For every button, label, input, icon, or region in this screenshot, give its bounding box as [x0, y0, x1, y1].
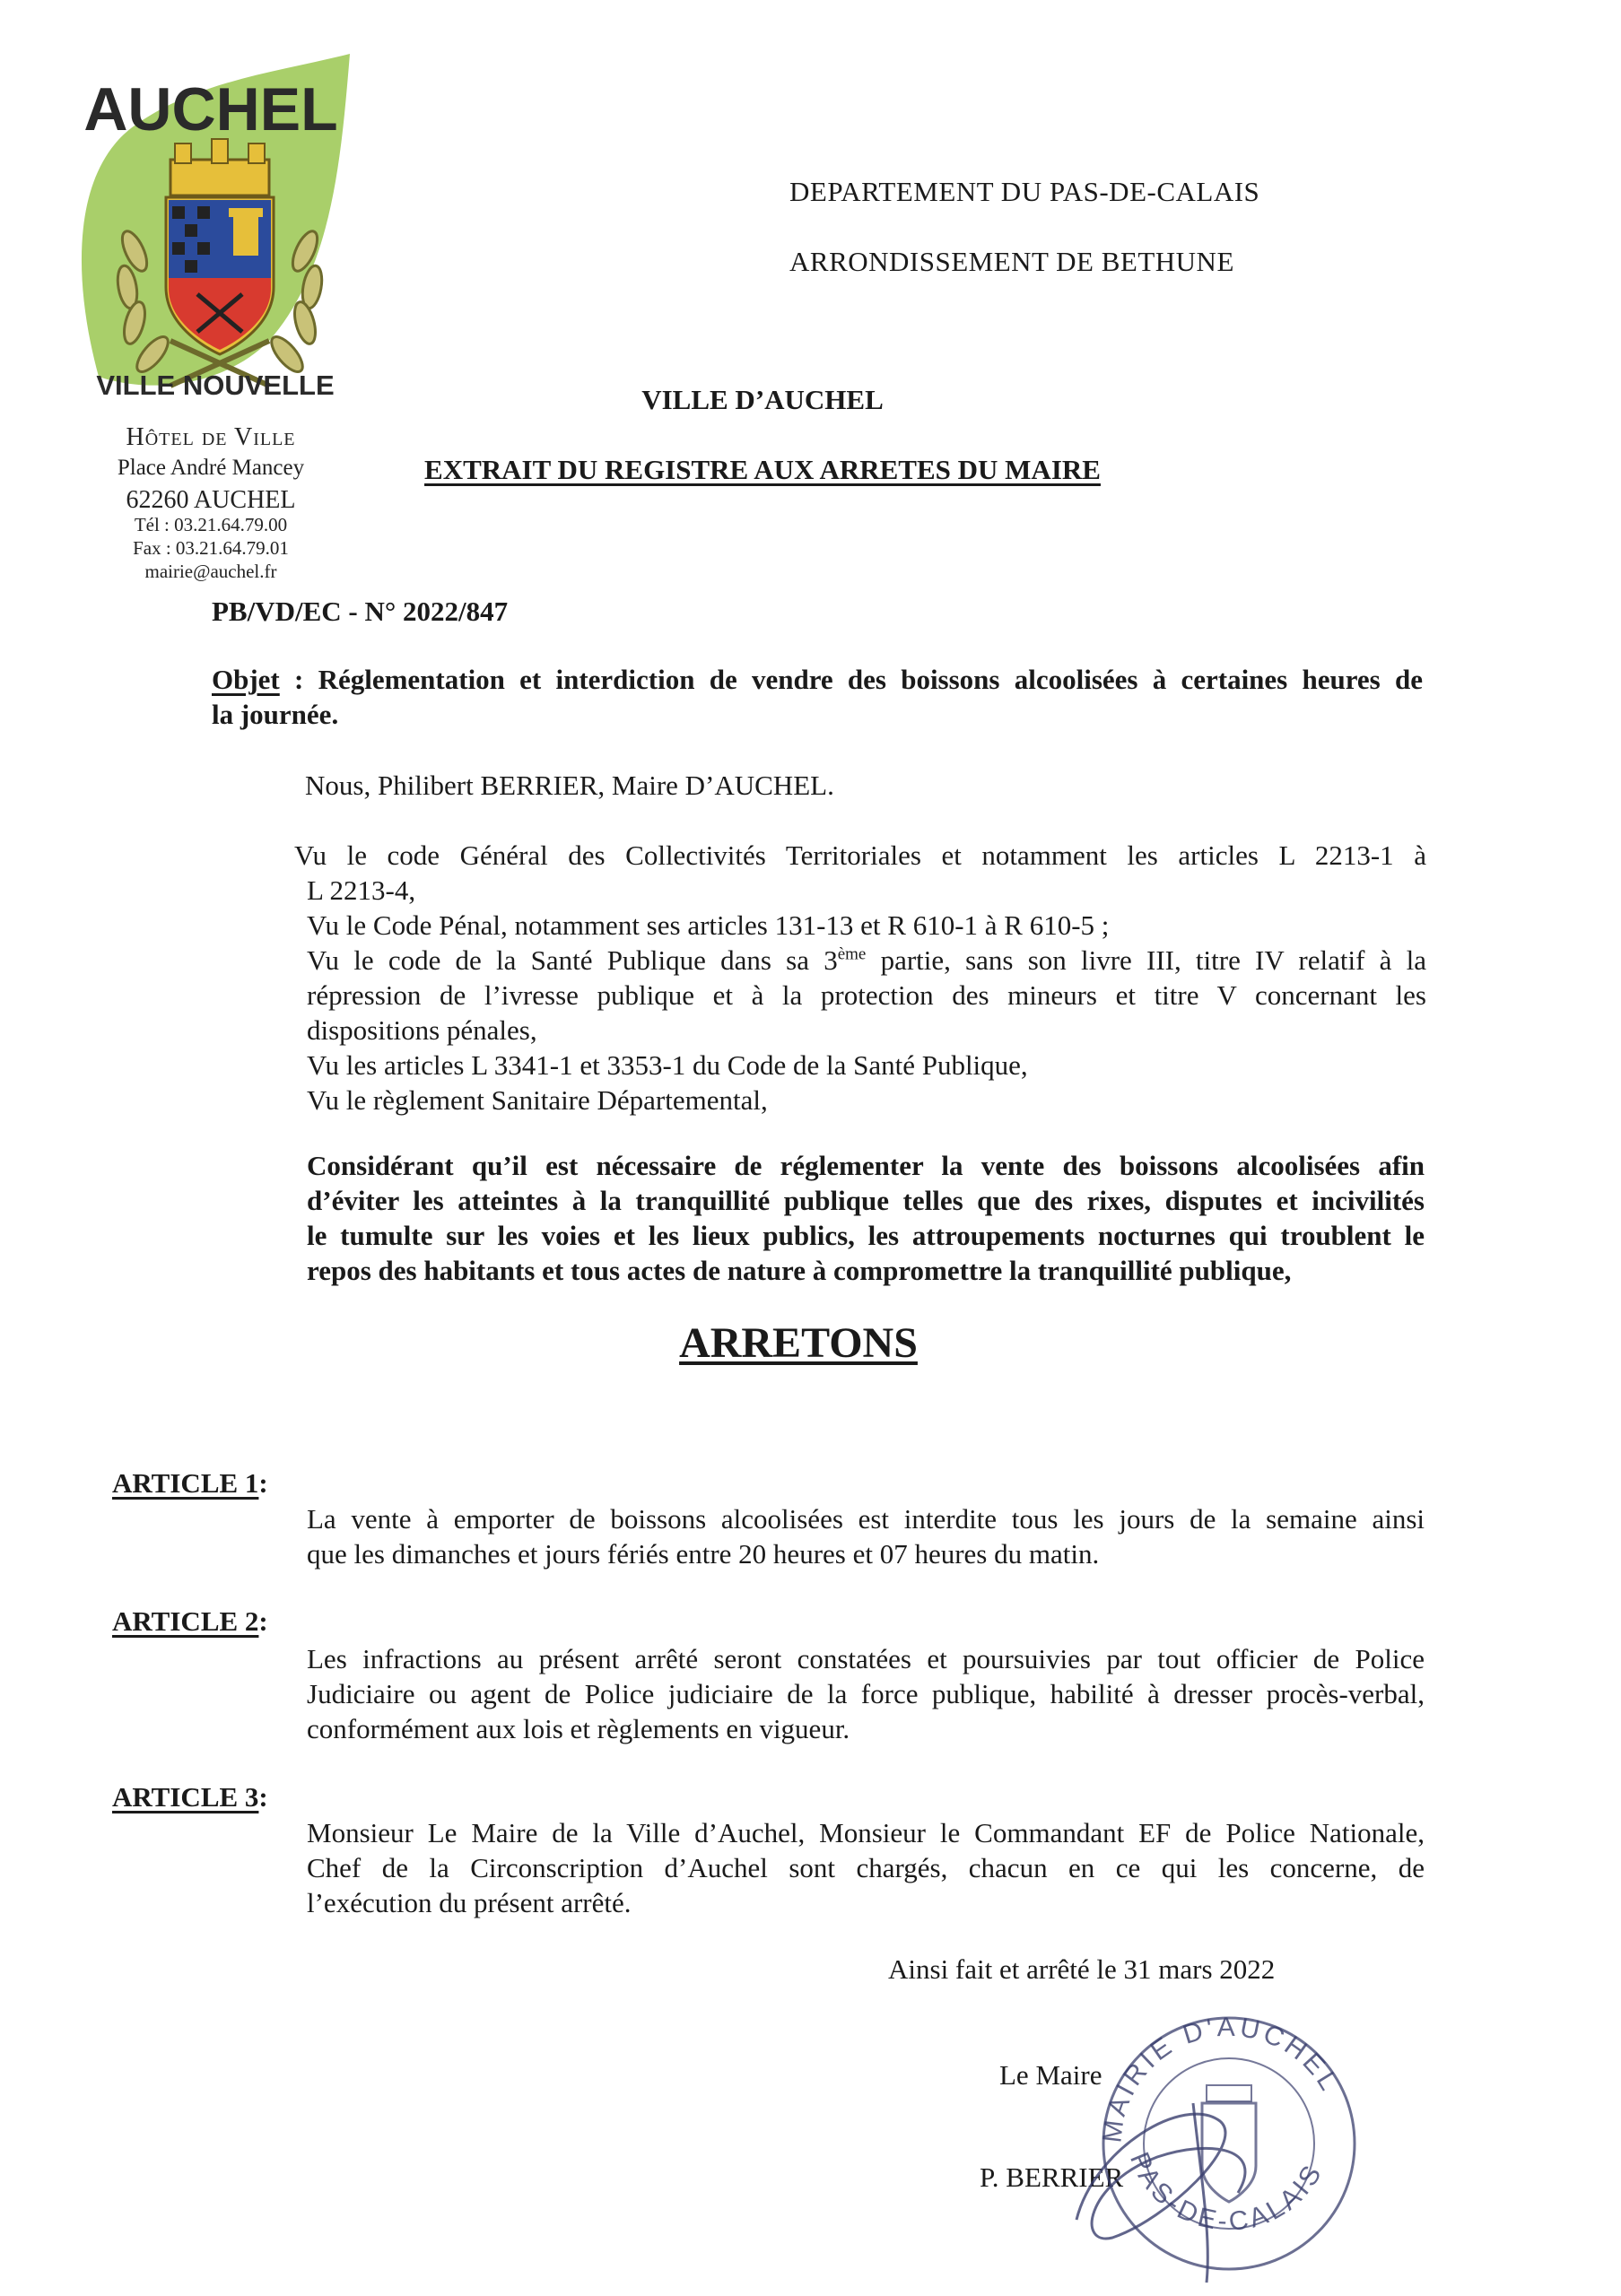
vu-line-2: Vu le Code Pénal, notamment ses articles 131-13 et R 610-1 à R 610-5 ;: [307, 909, 1110, 941]
address-fax: Fax : 03.21.64.79.01: [133, 537, 289, 559]
object-block: [212, 662, 1423, 732]
article-3-line-1: Monsieur Le Maire de la Ville d’Auchel, Monsieur le Commandant EF de Police Nationale,: [307, 1817, 1425, 1848]
city-title: VILLE D’AUCHEL: [641, 384, 884, 415]
vu-line-1a: Vu le code Général des Collectivités Territoriales et notamment les articles L 2213-1 à: [294, 839, 1426, 871]
article-1-label: [112, 1467, 268, 1500]
arretons-heading: ARRETONS: [679, 1319, 918, 1367]
address-street: Place André Mancey: [117, 456, 305, 480]
coat-of-arms-icon: [63, 54, 359, 404]
vu-line-3c: dispositions pénales,: [307, 1014, 537, 1046]
logo-city-name: AUCHEL: [83, 75, 338, 144]
city-logo: [63, 54, 359, 404]
stamp-text-top: MAIRIE D'AUCHEL: [1097, 2012, 1346, 2144]
object-text-line2: la journée.: [212, 699, 339, 730]
article-2-line-3: conformément aux lois et règlements en vigueur.: [307, 1713, 850, 1744]
considerant-block: [307, 1148, 1425, 1288]
object-text-line1: : Réglementation et interdiction de vendre des boissons alcoolisées à certaines heures de: [279, 664, 1423, 695]
article-1-label-text: ARTICLE 1: [112, 1467, 259, 1499]
svg-text:PAS-DE-CALAIS: [1124, 2148, 1329, 2237]
official-stamp: [1059, 1987, 1381, 2292]
address-tel: Tél : 03.21.64.79.00: [134, 514, 288, 535]
arrondissement-heading: ARRONDISSEMENT DE BETHUNE: [789, 246, 1234, 277]
mayor-role: Le Maire: [999, 2059, 1102, 2091]
stamp-seal-icon: [1059, 1987, 1381, 2292]
article-1-line-2: que les dimanches et jours fériés entre 20 heures et 07 heures du matin.: [307, 1538, 1100, 1570]
article-3-label-text: ARTICLE 3: [112, 1781, 259, 1813]
article-3-label-suffix: :: [258, 1781, 268, 1813]
vu-block: [294, 838, 1426, 1118]
address-email: mairie@auchel.fr: [144, 561, 277, 582]
article-3-text: [307, 1815, 1425, 1920]
address-city: 62260 AUCHEL: [126, 486, 296, 514]
considerant-line-3: le tumulte sur les voies et les lieux publics, les attroupements nocturnes qui troublent le: [307, 1220, 1425, 1251]
vu-line-1b: L 2213-4,: [307, 874, 416, 906]
article-1-text: [307, 1501, 1425, 1571]
considerant-line-4: repos des habitants et tous actes de nature à compromettre la tranquillité publique,: [307, 1255, 1292, 1286]
intro-text: Nous, Philibert BERRIER, Maire D’AUCHEL.: [305, 770, 834, 801]
considerant-line-1: Considérant qu’il est nécessaire de réglementer la vente des boissons alcoolisées afin: [307, 1150, 1425, 1181]
vu-line-4: Vu les articles L 3341-1 et 3353-1 du Code de la Santé Publique,: [307, 1049, 1028, 1081]
mayor-name: P. BERRIER: [980, 2161, 1124, 2193]
vu-line-3a-pre: Vu le code de la Santé Publique dans sa 3: [307, 944, 838, 976]
svg-text:MAIRIE D'AUCHEL: [1097, 2013, 1345, 2144]
stamp-text-bottom: PAS-DE-CALAIS: [1124, 2148, 1329, 2238]
register-title: EXTRAIT DU REGISTRE AUX ARRETES DU MAIRE: [424, 454, 1101, 485]
done-date: Ainsi fait et arrêté le 31 mars 2022: [888, 1953, 1276, 1985]
vu-line-3a-post: partie, sans son livre III, titre IV relatif à la: [866, 944, 1426, 976]
article-3-line-2: Chef de la Circonscription d’Auchel sont chargés, chacun en ce qui les concerne, de: [307, 1852, 1425, 1883]
article-2-label-suffix: :: [258, 1605, 268, 1637]
considerant-line-2: d’éviter les atteintes à la tranquillité publique telles que des rixes, disputes et incivilités: [307, 1185, 1425, 1216]
logo-tagline: VILLE NOUVELLE: [96, 370, 335, 401]
article-2-line-2: Judiciaire ou agent de Police judiciaire de la force publique, habilité à dresser procès-verbal,: [307, 1678, 1425, 1709]
article-2-label: [112, 1605, 268, 1638]
vu-line-5: Vu le règlement Sanitaire Départemental,: [307, 1084, 768, 1116]
article-1-label-suffix: :: [258, 1467, 268, 1499]
article-3-label: [112, 1781, 268, 1813]
article-3-line-3: l’exécution du présent arrêté.: [307, 1887, 632, 1918]
article-2-text: [307, 1641, 1425, 1746]
department-heading: DEPARTEMENT DU PAS-DE-CALAIS: [789, 176, 1260, 207]
article-2-label-text: ARTICLE 2: [112, 1605, 259, 1637]
reference-number: PB/VD/EC - N° 2022/847: [212, 596, 509, 627]
vu-line-3a-sup: ème: [837, 944, 867, 964]
article-1-line-1: La vente à emporter de boissons alcoolisées est interdite tous les jours de la semaine ainsi: [307, 1503, 1425, 1535]
vu-line-3b: répression de l’ivresse publique et à la protection des mineurs et titre V concernant les: [307, 979, 1426, 1011]
address-hotel: Hôtel de Ville: [126, 423, 296, 451]
article-2-line-1: Les infractions au présent arrêté seront constatées et poursuivies par tout officier de Police: [307, 1643, 1425, 1674]
object-label: Objet: [212, 664, 280, 695]
vu-line-3a: [294, 943, 1426, 978]
